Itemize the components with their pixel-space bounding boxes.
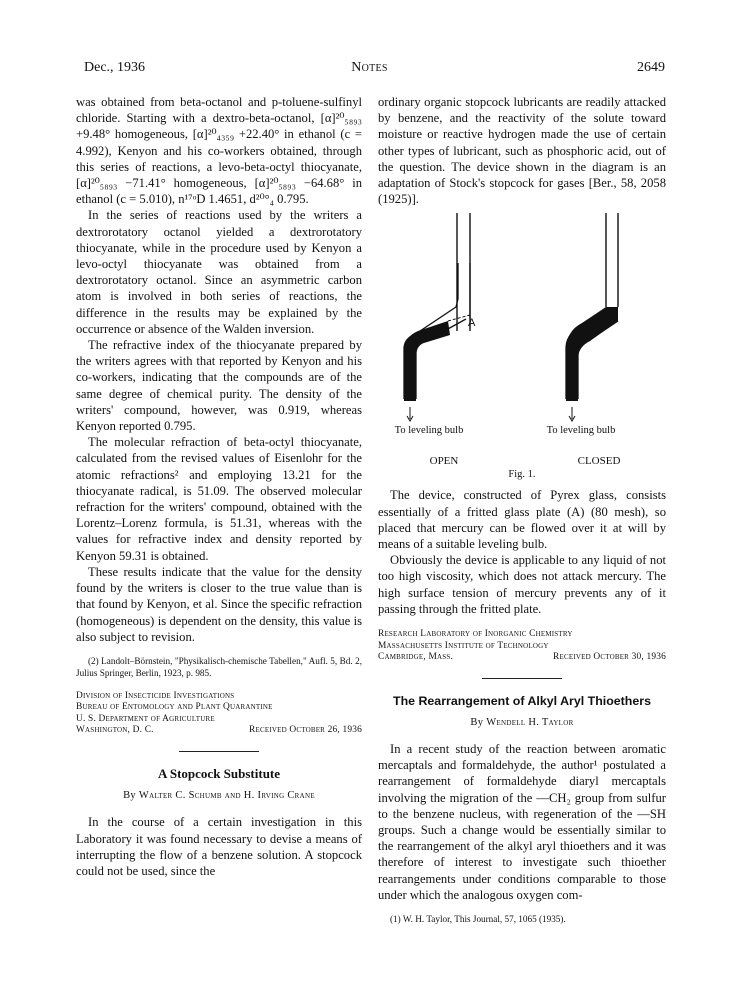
received-date: Received October 30, 1936 [553, 652, 666, 663]
running-header-date: Dec., 1936 [84, 60, 146, 75]
left-leveling-label: To leveling bulb [394, 425, 464, 437]
affiliation-line: U. S. Department of Agriculture [76, 713, 215, 724]
article-title: The Rearrangement of Alkyl Aryl Thioethers [393, 693, 651, 708]
paragraph: Obviously the device is applicable to any liquid of not too high viscosity, which does not attack mercury. The high surface tension of mercury prevents any of it passing through the fritted plate. [378, 553, 666, 616]
paragraph: In the course of a certain investigation in this Laboratory it was found necessary to devise a means of interrupting the flow of a benzene solution. A stopcock could not be used, since the [76, 815, 362, 878]
closed-mercury [566, 307, 618, 401]
paragraph: The molecular refraction of beta-octyl thiocyanate, calculated from the revised values of Eisenlohr for the atomic refractions² and employing 13.21 for the thiocyanate radical, is 51.09. The observed molecular refraction for the writers' compound, obtained with the Lorentz–Lorenz formula, is 51.31, whereas with the values for refractive index and density reported by Kenyon 59.31 is obtained. [76, 435, 362, 563]
page-number: 2649 [637, 60, 665, 75]
affiliation-line: Bureau of Entomology and Plant Quarantine [76, 702, 273, 713]
section-divider [179, 751, 259, 752]
received-date: Received October 26, 1936 [249, 725, 362, 736]
stopcock-diagram [378, 211, 666, 481]
left-column [76, 94, 362, 879]
paragraph: In the series of reactions used by the writers a dextrorotatory octanol yielded a dextrorotatory thiocyanate, while in the procedure used by Kenyon a levo-octyl thiocyanate was obtained from a dextrorotatory octanol. Since an asymmetric carbon atom is involved in both series of reactions, the difference in the results may be explained by the occurrence or absence of the Walden inversion. [76, 208, 362, 336]
byline-prefix: By [123, 790, 136, 802]
closed-label: CLOSED [577, 455, 621, 468]
paragraph: The device, constructed of Pyrex glass, consists essentially of a fritted glass plate (A) (80 mesh), so placed that mercury can be flowed over it at will by means of a suitable leveling bulb. [378, 488, 666, 552]
byline [76, 788, 362, 804]
affiliation-row [378, 652, 666, 664]
paragraph: was obtained from beta-octanol and p-toluene-sulfinyl chloride. Starting with a dextro-beta-octanol, [α]²⁰₅₈₉₃ +9.48° homogeneous, [α]²⁰₄₃₅₉ +22.40° in ethanol (c = 4.992), Kenyon and his co-workers obtained, through this series of reactions, a levo-beta-octyl thiocyanate, [α]²⁰₅₈₉₃ −71.41° homogeneous, [α]²⁰₅₈₉₃ −64.68° in ethanol (c = 5.010), n¹⁷ᵒD 1.4651, d²⁰°₄ 0.795. [76, 95, 362, 207]
running-header-section: Notes [351, 60, 388, 75]
paragraph: These results indicate that the value for the density found by the writers is closer to the true value than is that found by Kenyon, et al. Since the specific refraction (homogeneous) is dependent on the density, this value is also subject to revision. [76, 564, 362, 644]
stopcock-figure [378, 211, 666, 481]
article-title: A Stopcock Substitute [157, 765, 281, 781]
paragraph: ordinary organic stopcock lubricants are readily attacked by benzene, and the reactivity of the solute toward moisture or reactive hydrogen made the use of certain other types of lubricant, such as phosphoric acid, out of the question. The device shown in the diagram is an adaptation of Stock's stopcock for gases [Ber., 58, 2058 (1925)]. [378, 95, 666, 207]
affiliation-block [378, 629, 666, 664]
paragraph: In a recent study of the reaction between aromatic mercaptals and formaldehyde, the author¹ postulated a rearrangement of formaldehyde diaryl mercaptals involving the migration of the —CH₂ group from sulfur to the benzene nucleus, with regeneration of the —SH groups. Such a change would be essentially similar to the rearrangement of the alkyl aryl thioethers and it was therefore of interest to investigate such thioether rearrangements under conditions comparable to those under which the analogous oxygen com- [378, 741, 666, 902]
open-label: OPEN [429, 455, 459, 468]
open-mercury [404, 321, 450, 401]
affiliation-block [76, 691, 362, 737]
affiliation-city: Washington, D. C. [76, 725, 154, 736]
footnote: (1) W. H. Taylor, This Journal, 57, 1065 (1935). [390, 913, 566, 924]
affiliation-city: Cambridge, Mass. [378, 652, 453, 663]
right-leveling-label: To leveling bulb [546, 425, 616, 437]
right-column [378, 94, 666, 925]
footnote: (2) Landolt–Börnstein, "Physikalisch-chemische Tabellen," Aufl. 5, Bd. 2, Julius Springer, Berlin, 1923, p. 985. [76, 655, 362, 678]
byline-authors: Walter C. Schumb and H. Irving Crane [138, 790, 315, 802]
section-divider [482, 678, 562, 679]
paragraph: The refractive index of the thiocyanate prepared by the writers agrees with that reported by Kenyon and his co-workers, indicating that the compounds are of the same degree of chemical purity. The density of the writers' compound, however, was 0.919, whereas Kenyon reported 0.795. [76, 338, 362, 434]
byline [378, 715, 666, 731]
frit-label: A [468, 317, 476, 330]
affiliation-line: Massachusetts Institute of Technology [378, 640, 549, 651]
byline-prefix: By [470, 716, 484, 728]
figure-caption: Fig. 1. [508, 469, 536, 481]
affiliation-row [76, 725, 362, 737]
affiliation-line: Research Laboratory of Inorganic Chemistry [378, 629, 573, 640]
byline-author: Wendell H. Taylor [486, 716, 574, 728]
affiliation-line: Division of Insecticide Investigations [76, 690, 235, 701]
